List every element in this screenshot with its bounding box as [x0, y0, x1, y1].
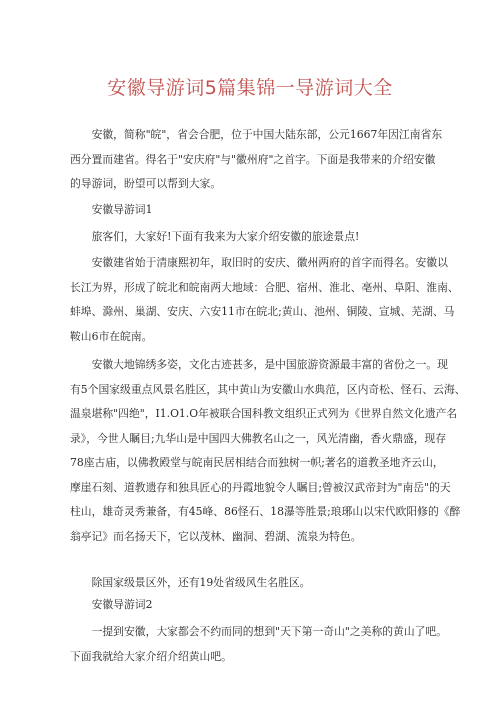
text-line: 翁亭记》而名扬天下，它以茂林、幽洞、碧湖、流泉为特色。 — [70, 529, 362, 543]
text-line: 长江为界，形成了皖北和皖南两大地域：合肥、宿州、淮北、亳州、阜阳、淮南、 — [70, 280, 459, 294]
text-line: 有5个国家级重点风景名胜区，其中黄山为安徽山水典范，区内奇松、怪石、云海、 — [70, 382, 466, 396]
text-line: 录》，今世人瞩目;九华山是中国四大佛教名山之一，风光清幽，香火鼎盛，现存 — [70, 431, 447, 445]
text-line: 下面我就给大家介绍介绍黄山吧。 — [70, 649, 232, 663]
paragraph-history — [70, 251, 459, 349]
text-line: 西分置而建省。得名于"安庆府"与"徽州府"之首字。下面是我带来的介绍安徽 — [70, 152, 436, 166]
paragraph-intro — [70, 123, 442, 197]
section-heading-2 — [70, 593, 152, 618]
paragraph-greeting — [70, 225, 359, 250]
text-line: 78座古庙，以佛教殿堂与皖南民居相结合而独树一帜;著名的道教圣地齐云山， — [70, 456, 444, 469]
document-title: 安徽导游词5篇集锦一导游词大全 — [107, 77, 393, 99]
text-line: 旅客们，大家好!下面有我来为大家介绍安徽的旅途景点! — [70, 230, 360, 243]
text-line: 安徽大地锦绣多姿，文化古迹甚多，是中国旅游资源最丰富的省份之一。现 — [70, 358, 448, 371]
text-line: 安徽建省始于清康熙初年，取旧时的安庆、徽州两府的首字而得名。安徽以 — [70, 256, 448, 269]
text-line: 摩崖石刻、道教遗存和独具匠心的丹霞地貌令人瞩目;曾被汉武帝封为"南岳"的天 — [70, 480, 451, 494]
text-line: 温泉堪称"四绝"，Ι1.O1.O年被联合国科教文组织正式列为《世界自然文化遗产名 — [70, 407, 458, 420]
paragraph-provincial — [70, 571, 310, 596]
text-line: 安徽，简称"皖"，省会合肥，位于中国大陆东部，公元1667年因江南省东 — [70, 128, 443, 141]
paragraph-scenery — [70, 353, 466, 549]
text-line: 安徽导游词1 — [70, 203, 153, 216]
text-line: 除国家级景区外，还有19处省级风生名胜区。 — [70, 576, 311, 589]
text-line: 的导游词，盼望可以帮到大家。 — [70, 177, 222, 190]
text-line: 鞍山6市在皖南。 — [70, 329, 153, 343]
text-line: 安徽导游词2 — [70, 598, 153, 611]
text-line: 蚌埠、滁州、巢湖、安庆、六安11市在皖北;黄山、池州、铜陵、宣城、芜湖、马 — [70, 305, 455, 318]
section-heading-1 — [70, 198, 152, 223]
text-line: 一提到安徽，大家都会不约而同的想到"天下第一奇山"之美称的黄山了吧。 — [70, 625, 448, 638]
paragraph-huangshan — [70, 620, 447, 669]
text-line: 柱山，雄奇灵秀兼备，有45峰、86怪石、18瀑等胜景;琅琊山以宋代欧阳修的《醉 — [70, 505, 461, 518]
